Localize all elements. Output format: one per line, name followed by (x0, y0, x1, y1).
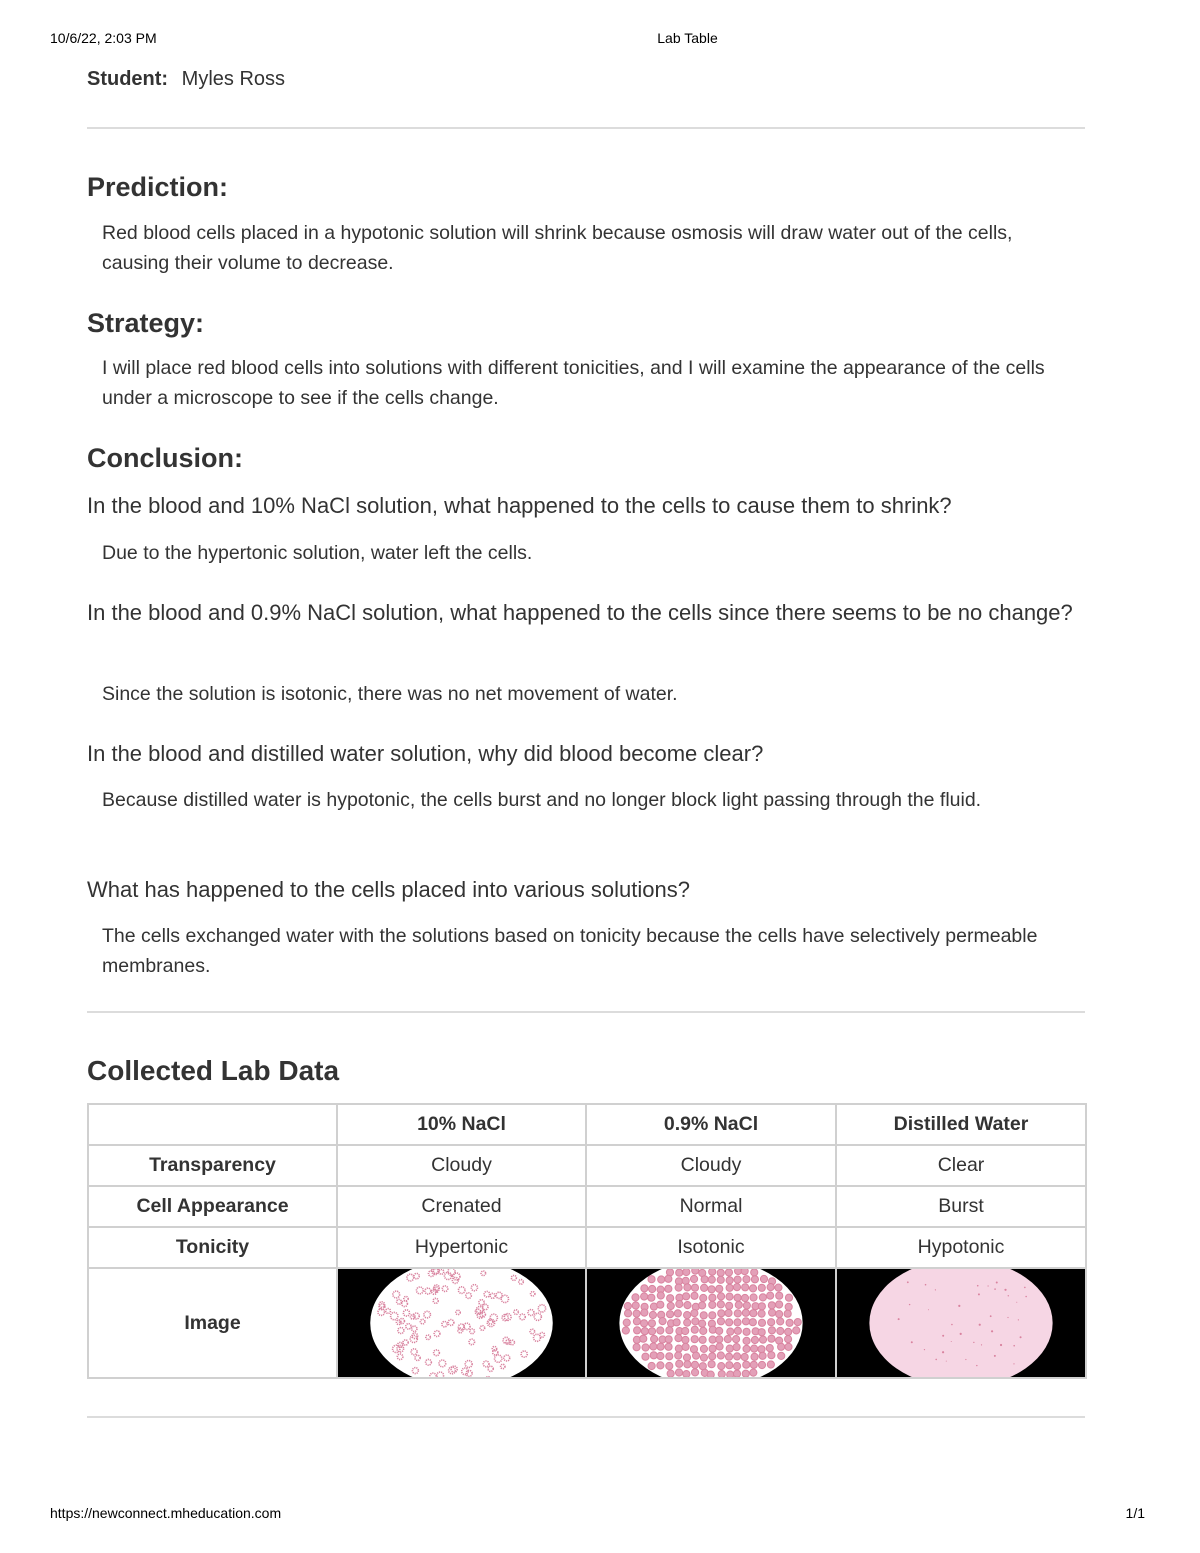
normal-cell (700, 1345, 707, 1352)
cell-debris (951, 1324, 953, 1326)
normal-cell (709, 1269, 716, 1275)
cell-debris (1013, 1363, 1014, 1364)
microscope-field (869, 1269, 1052, 1377)
table-cell: Isotonic (586, 1227, 836, 1268)
cell-debris (911, 1341, 913, 1343)
cell-debris (951, 1341, 952, 1342)
normal-cell (659, 1318, 666, 1325)
normal-cell (733, 1284, 740, 1291)
column-header: 0.9% NaCl (586, 1104, 836, 1145)
normal-cell (741, 1294, 748, 1301)
normal-cell (726, 1302, 733, 1309)
normal-cell (665, 1336, 672, 1343)
normal-cell (726, 1362, 733, 1369)
normal-cell (743, 1345, 750, 1352)
normal-cell (692, 1269, 699, 1274)
normal-cell (743, 1276, 750, 1283)
normal-cell (640, 1320, 647, 1327)
normal-cell (699, 1363, 706, 1370)
normal-cell (751, 1353, 758, 1360)
normal-cell (786, 1319, 793, 1326)
normal-cell (657, 1343, 664, 1350)
normal-cell (692, 1352, 699, 1359)
normal-cell (692, 1318, 699, 1325)
normal-cell (633, 1344, 640, 1351)
normal-cell (666, 1327, 673, 1334)
row-header: Tonicity (88, 1227, 337, 1268)
normal-cell (758, 1310, 765, 1317)
normal-cell (691, 1284, 698, 1291)
cell-debris (1020, 1336, 1022, 1338)
normal-cell (735, 1301, 742, 1308)
cell-debris (1025, 1296, 1027, 1298)
normal-cell (776, 1311, 783, 1318)
normal-cell (777, 1318, 784, 1325)
normal-cell (716, 1336, 723, 1343)
normal-cell (785, 1294, 792, 1301)
conclusion-question-2: In the blood and 0.9% NaCl solution, what happened to the cells since there seems to be no change? (87, 600, 1073, 625)
normal-cell (709, 1294, 716, 1301)
normal-cell (691, 1369, 698, 1376)
normal-cell (682, 1343, 689, 1350)
normal-cell (709, 1336, 716, 1343)
normal-cell (741, 1269, 748, 1275)
normal-cell (665, 1285, 672, 1292)
normal-cell (768, 1302, 775, 1309)
normal-cell (708, 1286, 715, 1293)
normal-cell (768, 1352, 775, 1359)
cell-debris (960, 1333, 962, 1335)
normal-cell (675, 1352, 682, 1359)
cell-debris (990, 1315, 992, 1317)
normal-cell (667, 1295, 674, 1302)
cell-debris (994, 1288, 996, 1290)
normal-cell (717, 1318, 724, 1325)
normal-cell (718, 1363, 725, 1370)
normal-cell (675, 1284, 682, 1291)
normal-cell (683, 1354, 690, 1361)
normal-cell (749, 1285, 756, 1292)
cell-debris (935, 1359, 937, 1361)
conclusion-heading: Conclusion: (87, 443, 243, 473)
normal-cell (717, 1301, 724, 1308)
normal-cell (701, 1276, 708, 1283)
normal-cell (726, 1277, 733, 1284)
normal-cell (650, 1352, 657, 1359)
table-row (88, 1227, 1086, 1268)
cell-debris (942, 1335, 944, 1337)
normal-cell (751, 1336, 758, 1343)
normal-cell (758, 1284, 765, 1291)
normal-cell (700, 1327, 707, 1334)
table-cell: Normal (586, 1186, 836, 1227)
table-image-row (88, 1268, 1086, 1378)
table-cell: Cloudy (586, 1145, 836, 1186)
normal-cell (700, 1312, 707, 1319)
normal-cell (750, 1310, 757, 1317)
cell-debris (1008, 1295, 1009, 1296)
normal-cell (777, 1327, 784, 1334)
cell-debris (981, 1344, 982, 1345)
divider (87, 1011, 1085, 1013)
normal-cell (691, 1326, 698, 1333)
normal-cell (675, 1345, 682, 1352)
normal-cell (648, 1276, 655, 1283)
normal-cell (624, 1310, 631, 1317)
normal-cell (734, 1319, 741, 1326)
normal-cell (734, 1276, 741, 1283)
normal-cell (733, 1370, 740, 1377)
normal-cell (676, 1269, 683, 1276)
normal-cell (793, 1327, 800, 1334)
normal-cell (709, 1353, 716, 1360)
cell-debris (924, 1349, 925, 1350)
normal-cell (760, 1275, 767, 1282)
normal-cell (657, 1327, 664, 1334)
normal-cell (742, 1318, 749, 1325)
normal-cell (709, 1301, 716, 1308)
normal-cell (675, 1369, 682, 1376)
normal-cell (785, 1328, 792, 1335)
normal-cell (665, 1343, 672, 1350)
divider (87, 1416, 1085, 1418)
normal-cell (775, 1284, 782, 1291)
normal-cell (682, 1327, 689, 1334)
normal-cell (683, 1269, 690, 1276)
print-page-number: 1/1 (1125, 1505, 1145, 1521)
cell-debris (1024, 1287, 1026, 1289)
normal-cell (709, 1345, 716, 1352)
normal-cell (648, 1362, 655, 1369)
normal-cell (758, 1303, 765, 1310)
cell-debris (898, 1318, 900, 1320)
normal-cell (742, 1370, 749, 1377)
conclusion-question-1: In the blood and 10% NaCl solution, what happened to the cells to cause them to shrink? (87, 493, 952, 518)
normal-cell (676, 1360, 683, 1367)
normal-cell (716, 1327, 723, 1334)
table-cell: Clear (836, 1145, 1086, 1186)
cell-debris (987, 1285, 988, 1286)
normal-cell (632, 1294, 639, 1301)
normal-cell (699, 1320, 706, 1327)
normal-cell (759, 1352, 766, 1359)
normal-cell (785, 1303, 792, 1310)
normal-cell (750, 1294, 757, 1301)
normal-cell (675, 1335, 682, 1342)
conclusion-question-4: What has happened to the cells placed into various solutions? (87, 877, 690, 902)
normal-cell (674, 1310, 681, 1317)
normal-cell (733, 1336, 740, 1343)
normal-cell (666, 1362, 673, 1369)
normal-cell (785, 1336, 792, 1343)
normal-cell (726, 1345, 733, 1352)
normal-cell (666, 1353, 673, 1360)
table-cell: Cloudy (337, 1145, 586, 1186)
microscope-image-burst (837, 1269, 1085, 1377)
normal-cell (717, 1352, 724, 1359)
normal-cell (743, 1337, 750, 1344)
normal-cell (776, 1292, 783, 1299)
normal-cell (742, 1284, 749, 1291)
normal-cell (683, 1293, 690, 1300)
normal-cell (766, 1345, 773, 1352)
row-header: Transparency (88, 1145, 337, 1186)
normal-cell (708, 1361, 715, 1368)
normal-cell (741, 1353, 748, 1360)
normal-cell (633, 1318, 640, 1325)
cell-debris (928, 1309, 929, 1310)
cell-debris (979, 1324, 981, 1326)
normal-cell (768, 1319, 775, 1326)
normal-cell (734, 1294, 741, 1301)
table-cell: Crenated (337, 1186, 586, 1227)
image-cell (586, 1268, 836, 1378)
normal-cell (691, 1310, 698, 1317)
conclusion-question-3: In the blood and distilled water solution, why did blood become clear? (87, 741, 764, 766)
normal-cell (785, 1343, 792, 1350)
normal-cell (667, 1370, 674, 1377)
normal-cell (641, 1285, 648, 1292)
normal-cell (649, 1311, 656, 1318)
normal-cell (657, 1292, 664, 1299)
normal-cell (701, 1284, 708, 1291)
lab-data-heading: Collected Lab Data (87, 1055, 340, 1086)
normal-cell (724, 1336, 731, 1343)
normal-cell (648, 1294, 655, 1301)
normal-cell (743, 1328, 750, 1335)
print-url: https://newconnect.mheducation.com (50, 1505, 282, 1521)
normal-cell (622, 1327, 629, 1334)
normal-cell (673, 1319, 680, 1326)
student-label: Student: (87, 68, 169, 90)
microscope-image-normal (587, 1269, 835, 1377)
cell-debris (973, 1342, 974, 1343)
cell-debris (965, 1359, 966, 1360)
normal-cell (641, 1328, 648, 1335)
normal-cell (778, 1352, 785, 1359)
normal-cell (624, 1303, 631, 1310)
divider (87, 127, 1085, 129)
normal-cell (725, 1269, 732, 1276)
cell-debris (935, 1289, 936, 1290)
normal-cell (649, 1285, 656, 1292)
normal-cell (727, 1328, 734, 1335)
normal-cell (641, 1293, 648, 1300)
cell-debris (994, 1355, 996, 1357)
normal-cell (725, 1353, 732, 1360)
normal-cell (641, 1309, 648, 1316)
normal-cell (743, 1302, 750, 1309)
normal-cell (648, 1320, 655, 1327)
normal-cell (651, 1335, 658, 1342)
cell-debris (1018, 1319, 1019, 1320)
normal-cell (768, 1309, 775, 1316)
normal-cell (778, 1343, 785, 1350)
normal-cell (642, 1353, 649, 1360)
column-header: Distilled Water (836, 1104, 1086, 1145)
normal-cell (759, 1336, 766, 1343)
normal-cell (751, 1345, 758, 1352)
normal-cell (684, 1361, 691, 1368)
conclusion-answer-2: Since the solution is isotonic, there was no net movement of water. (102, 683, 678, 705)
normal-cell (623, 1319, 630, 1326)
normal-cell (648, 1328, 655, 1335)
table-row (88, 1186, 1086, 1227)
normal-cell (758, 1361, 765, 1368)
normal-cell (716, 1343, 723, 1350)
normal-cell (691, 1336, 698, 1343)
cell-debris (991, 1330, 993, 1332)
cell-debris (1004, 1289, 1006, 1291)
cell-debris (1007, 1317, 1008, 1318)
normal-cell (642, 1344, 649, 1351)
conclusion-answer-4: The cells exchanged water with the solutions based on tonicity because the cells have selectively permeable membranes. (102, 925, 1038, 977)
row-header: Image (88, 1268, 337, 1378)
normal-cell (726, 1319, 733, 1326)
normal-cell (691, 1361, 698, 1368)
table-cell: Burst (836, 1186, 1086, 1227)
cell-debris (958, 1305, 960, 1307)
normal-cell (750, 1361, 757, 1368)
cell-debris (1016, 1302, 1017, 1303)
normal-cell (784, 1310, 791, 1317)
normal-cell (665, 1275, 672, 1282)
normal-cell (749, 1319, 756, 1326)
normal-cell (734, 1327, 741, 1334)
normal-cell (700, 1294, 707, 1301)
microscope-image-crenated (338, 1269, 585, 1377)
cell-debris (942, 1351, 944, 1353)
print-page-title: Lab Table (657, 30, 718, 46)
conclusion-answer-1: Due to the hypertonic solution, water left the cells. (102, 542, 533, 564)
normal-cell (691, 1292, 698, 1299)
normal-cell (683, 1371, 690, 1378)
normal-cell (684, 1284, 691, 1291)
normal-cell (758, 1319, 765, 1326)
normal-cell (725, 1309, 732, 1316)
normal-cell (632, 1302, 639, 1309)
normal-cell (634, 1327, 641, 1334)
normal-cell (718, 1371, 725, 1378)
normal-cell (676, 1300, 683, 1307)
normal-cell (657, 1352, 664, 1359)
conclusion-answer-3: Because distilled water is hypotonic, the cells burst and no longer block light passing through the fluid. (102, 789, 982, 811)
normal-cell (684, 1312, 691, 1319)
normal-cell (650, 1343, 657, 1350)
normal-cell (684, 1319, 691, 1326)
normal-cell (700, 1354, 707, 1361)
normal-cell (758, 1329, 765, 1336)
print-datetime: 10/6/22, 2:03 PM (50, 30, 157, 46)
normal-cell (699, 1336, 706, 1343)
normal-cell (690, 1275, 697, 1282)
cell-debris (907, 1281, 909, 1283)
cell-debris (925, 1284, 927, 1286)
normal-cell (734, 1363, 741, 1370)
normal-cell (768, 1335, 775, 1342)
normal-cell (743, 1361, 750, 1368)
cell-debris (1000, 1344, 1002, 1346)
normal-cell (768, 1327, 775, 1334)
normal-cell (750, 1369, 757, 1376)
table-corner-cell (88, 1104, 337, 1145)
normal-cell (726, 1284, 733, 1291)
cell-debris (978, 1293, 980, 1295)
lab-data-table (87, 1103, 1087, 1379)
normal-cell (667, 1302, 674, 1309)
cell-debris (1013, 1345, 1015, 1347)
normal-cell (733, 1344, 740, 1351)
normal-cell (759, 1294, 766, 1301)
normal-cell (726, 1293, 733, 1300)
image-cell (836, 1268, 1086, 1378)
cell-debris (909, 1304, 910, 1305)
table-row (88, 1145, 1086, 1186)
normal-cell (751, 1276, 758, 1283)
cell-debris (946, 1361, 947, 1362)
normal-cell (708, 1276, 715, 1283)
normal-cell (735, 1269, 742, 1275)
normal-cell (758, 1346, 765, 1353)
normal-cell (658, 1276, 665, 1283)
normal-cell (684, 1302, 691, 1309)
normal-cell (734, 1353, 741, 1360)
normal-cell (727, 1371, 734, 1377)
normal-cell (734, 1310, 741, 1317)
normal-cell (666, 1311, 673, 1318)
normal-cell (657, 1301, 664, 1308)
student-line (87, 68, 285, 91)
normal-cell (657, 1362, 664, 1369)
normal-cell (751, 1269, 758, 1276)
normal-cell (767, 1292, 774, 1299)
normal-cell (776, 1301, 783, 1308)
cell-debris (996, 1282, 998, 1284)
table-cell: Hypotonic (836, 1227, 1086, 1268)
normal-cell (640, 1335, 647, 1342)
normal-cell (742, 1309, 749, 1316)
normal-cell (699, 1302, 706, 1309)
normal-cell (707, 1371, 714, 1377)
normal-cell (717, 1293, 724, 1300)
normal-cell (767, 1361, 774, 1368)
student-name: Myles Ross (181, 68, 286, 90)
prediction-heading: Prediction: (87, 172, 229, 202)
microscope-field (370, 1269, 553, 1377)
normal-cell (717, 1269, 724, 1276)
normal-cell (709, 1312, 716, 1319)
cell-debris (976, 1365, 977, 1366)
row-header: Cell Appearance (88, 1186, 337, 1227)
column-header: 10% NaCl (337, 1104, 586, 1145)
normal-cell (794, 1319, 801, 1326)
strategy-heading: Strategy: (87, 308, 205, 338)
prediction-text: Red blood cells placed in a hypotonic solution will shrink because osmosis will draw water out of the cells, causing their volume to decrease. (102, 222, 1013, 274)
strategy-text: I will place red blood cells into solutions with different tonicities, and I will examine the appearance of the cells under a microscope to see if the cells change. (102, 357, 1045, 409)
table-cell: Hypertonic (337, 1227, 586, 1268)
normal-cell (716, 1285, 723, 1292)
image-cell (337, 1268, 586, 1378)
normal-cell (717, 1276, 724, 1283)
normal-cell (718, 1310, 725, 1317)
cell-debris (977, 1285, 979, 1287)
table-header-row (88, 1104, 1086, 1145)
normal-cell (682, 1336, 689, 1343)
normal-cell (633, 1310, 640, 1317)
normal-cell (767, 1284, 774, 1291)
